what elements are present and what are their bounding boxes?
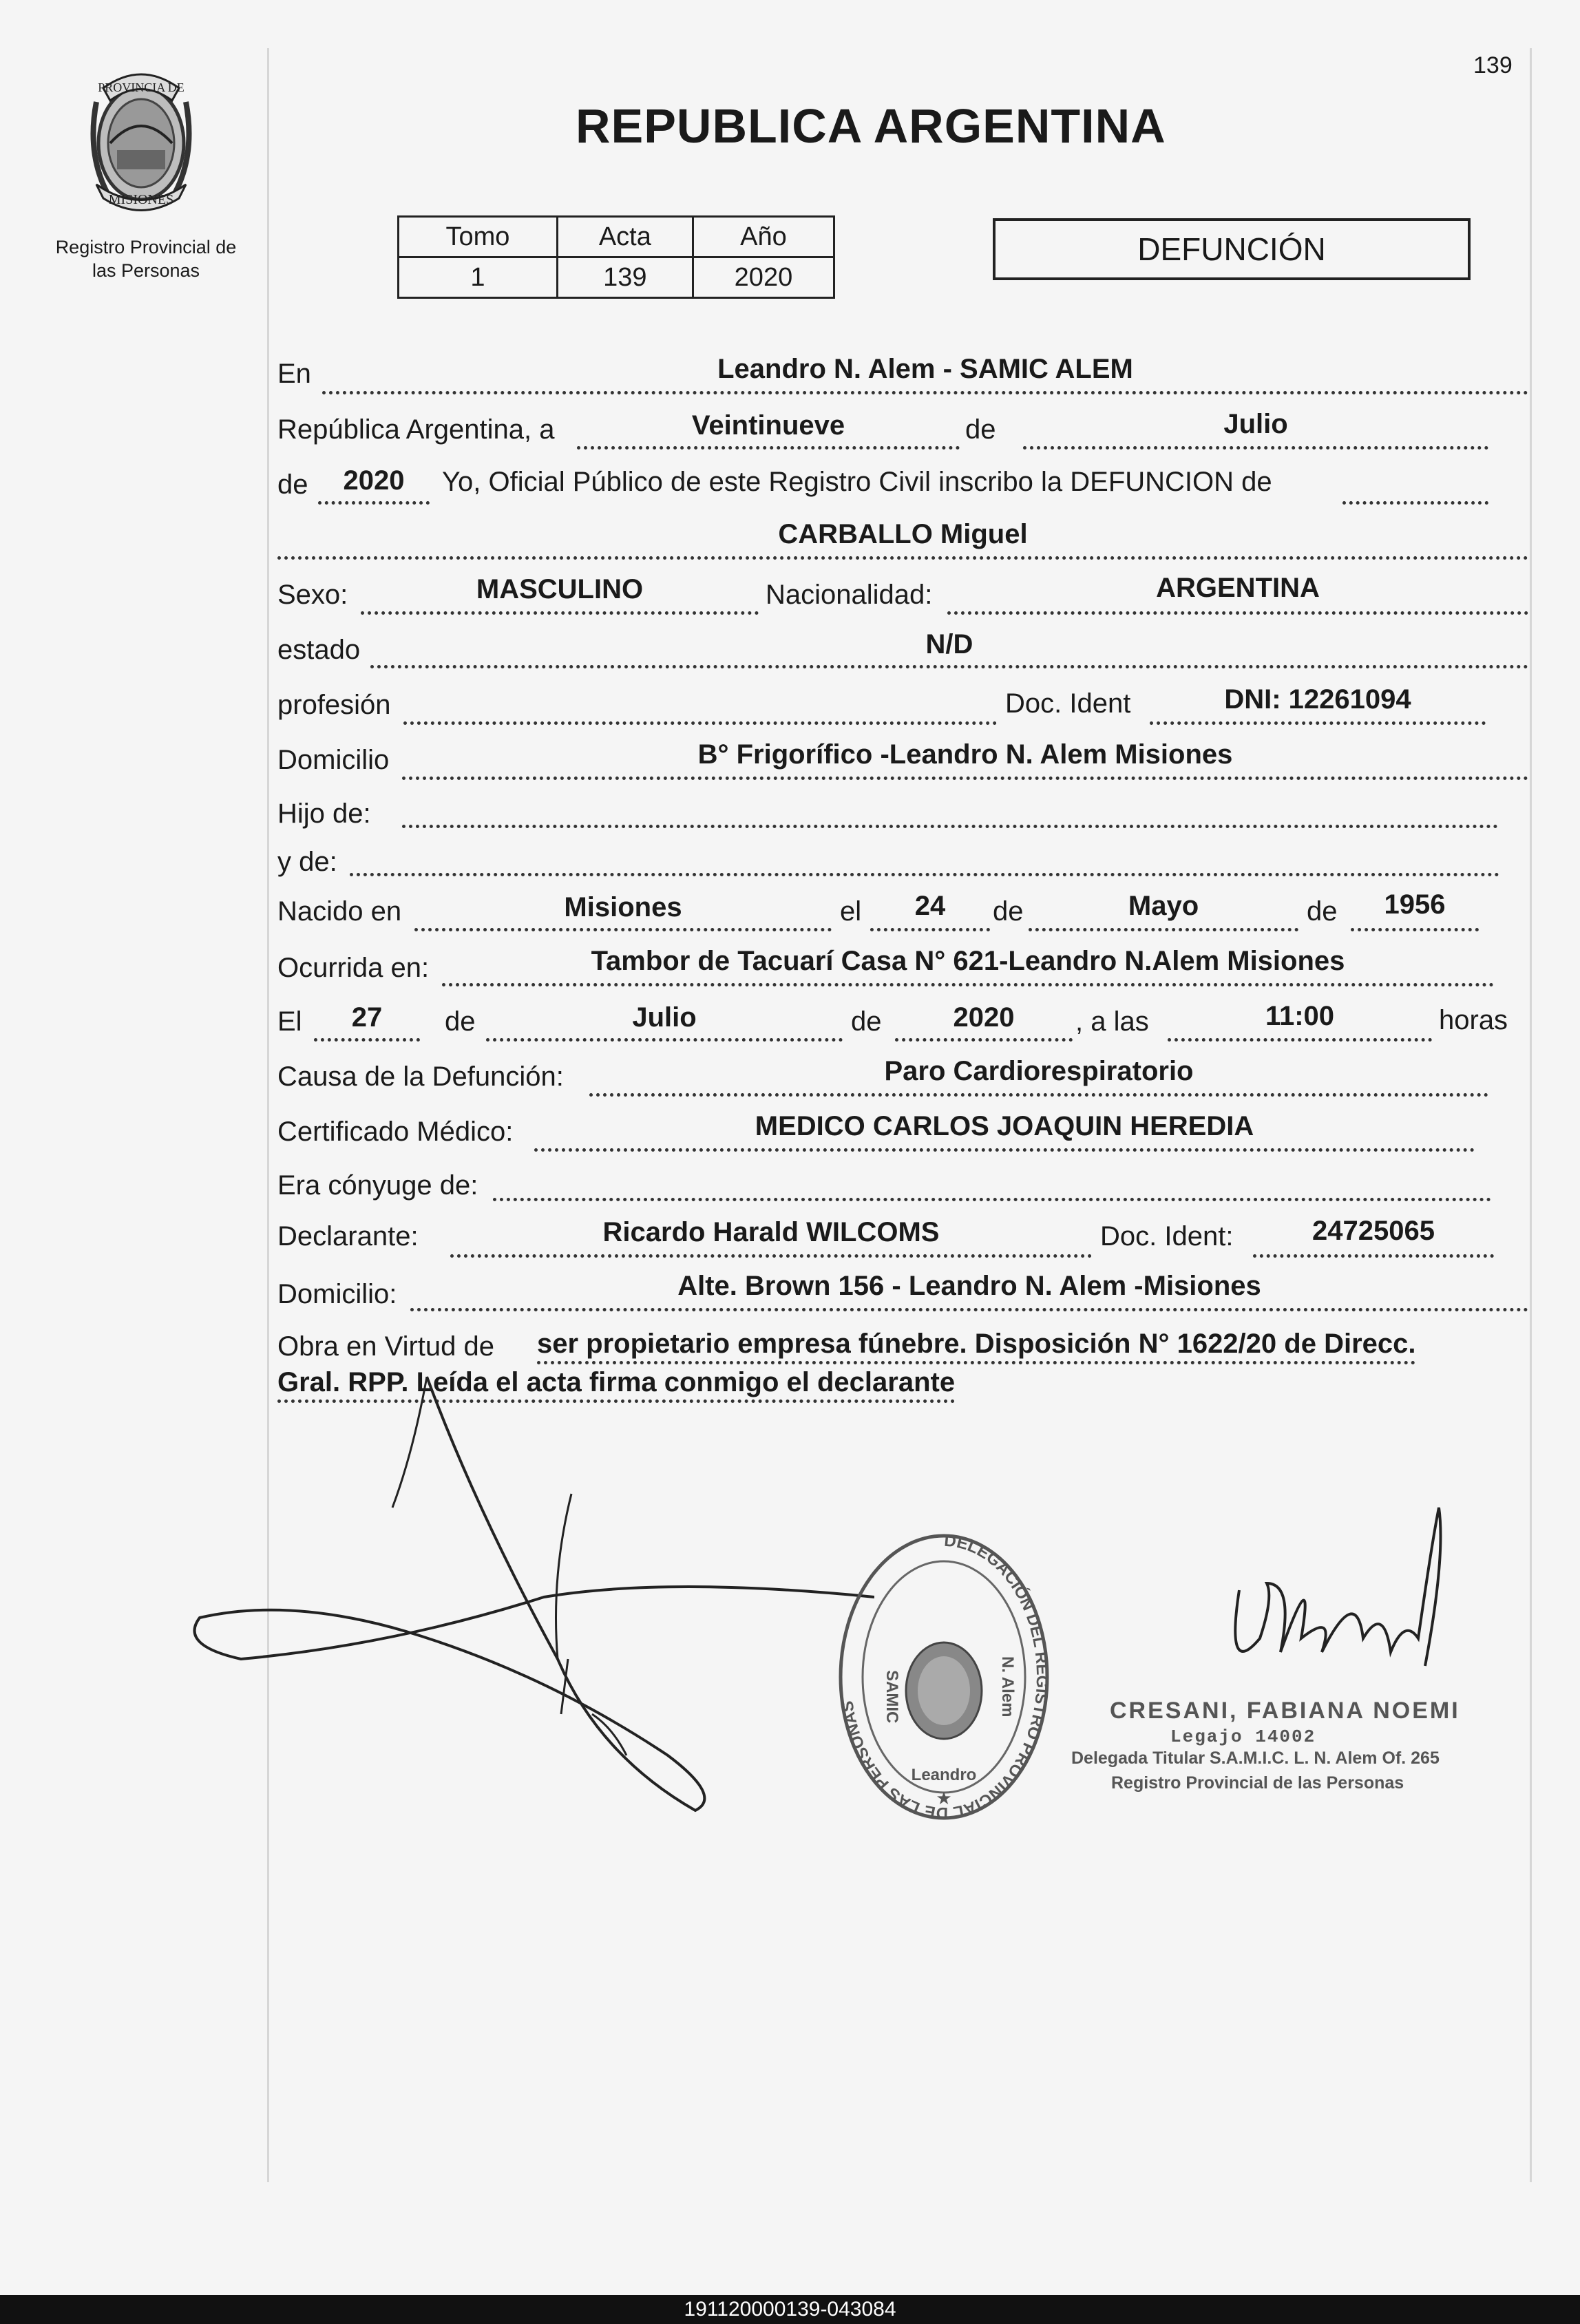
official-name: CRESANI, FABIANA NOEMI xyxy=(1110,1698,1460,1724)
field-obra-line-2: Gral. RPP. Leída el acta firma conmigo el declarante xyxy=(277,1367,955,1403)
field-hora: 11:00 xyxy=(1265,1001,1335,1031)
label-causa: Causa de la Defunción: xyxy=(277,1061,564,1092)
emblem-text-top: PROVINCIA DE xyxy=(98,81,185,94)
field-nacido-en: Misiones xyxy=(564,892,682,922)
official-signature xyxy=(1219,1501,1466,1707)
anio-header: Año xyxy=(693,217,834,257)
label-obra: Obra en Virtud de xyxy=(277,1331,495,1362)
dotted-line xyxy=(870,928,990,931)
anio-value: 2020 xyxy=(693,257,834,298)
document-title: REPUBLICA ARGENTINA xyxy=(576,99,1166,153)
stamp-inner-right: N. Alem xyxy=(998,1656,1017,1718)
label-horas: horas xyxy=(1439,1005,1508,1035)
label-domicilio: Domicilio xyxy=(277,745,390,775)
label-declarante: Declarante: xyxy=(277,1221,419,1251)
stamp-ring-text: DELEGACIÓN DEL REGISTRO PROVINCIAL DE LAS PERSONAS xyxy=(838,1531,1052,1823)
official-registry: Registro Provincial de las Personas xyxy=(1111,1773,1404,1793)
acta-value: 139 xyxy=(557,257,693,298)
label-domicilio-2: Domicilio: xyxy=(277,1279,397,1309)
dotted-line xyxy=(1253,1254,1494,1258)
dotted-line xyxy=(402,777,1528,780)
official-role: Delegada Titular S.A.M.I.C. L. N. Alem Of. 265 xyxy=(1071,1749,1440,1768)
margin-line-right xyxy=(1530,48,1532,2182)
label-estado: estado xyxy=(277,635,361,665)
field-def-dia: 27 xyxy=(351,1002,383,1033)
field-documento: DNI: 12261094 xyxy=(1224,684,1411,715)
emblem-text-bottom: MISIONES xyxy=(108,192,174,207)
field-obra-line-1: ser propietario empresa fúnebre. Disposición N° 1622/20 de Direcc. xyxy=(537,1329,1415,1364)
dotted-line xyxy=(1029,928,1298,931)
dotted-line xyxy=(314,1038,420,1042)
acta-header: Acta xyxy=(557,217,693,257)
record-type-box: DEFUNCIÓN xyxy=(993,218,1471,280)
field-nac-anio: 1956 xyxy=(1384,889,1446,920)
label-sexo: Sexo: xyxy=(277,580,348,610)
field-nombre: CARBALLO Miguel xyxy=(778,519,1028,549)
dotted-line xyxy=(402,825,1498,828)
official-legajo: Legajo 14002 xyxy=(1170,1726,1316,1747)
label-yo-text: Yo, Oficial Público de este Registro Civil inscribo la DEFUNCION de xyxy=(442,467,1272,497)
label-de: de xyxy=(1307,896,1338,927)
dotted-line xyxy=(410,1308,1528,1311)
dotted-line xyxy=(370,665,1528,668)
dotted-line xyxy=(403,721,997,725)
field-ocurrida-en: Tambor de Tacuarí Casa N° 621-Leandro N.Alem Misiones xyxy=(591,946,1345,976)
registry-line-2: las Personas xyxy=(92,260,200,281)
field-declarante-doc: 24725065 xyxy=(1312,1216,1435,1246)
dotted-line xyxy=(414,928,832,931)
field-nac-mes: Mayo xyxy=(1128,891,1199,921)
dotted-line xyxy=(442,983,1494,986)
field-declarante: Ricardo Harald WILCOMS xyxy=(602,1217,940,1247)
label-doc-ident-2: Doc. Ident: xyxy=(1100,1221,1234,1251)
field-nacionalidad: ARGENTINA xyxy=(1156,573,1320,603)
label-nacionalidad: Nacionalidad: xyxy=(766,580,933,610)
field-dia-letras: Veintinueve xyxy=(691,410,845,441)
dotted-line xyxy=(589,1093,1488,1097)
label-de: de xyxy=(277,469,308,500)
label-republica: República Argentina, a xyxy=(277,414,555,445)
field-anio: 2020 xyxy=(343,465,405,496)
footer-code: 191120000139-043084 xyxy=(0,2295,1580,2324)
field-sexo: MASCULINO xyxy=(476,574,644,604)
label-nacido-en: Nacido en xyxy=(277,896,402,927)
label-de: de xyxy=(445,1006,476,1037)
dotted-line xyxy=(534,1148,1475,1152)
field-domicilio: B° Frigorífico -Leandro N. Alem Misiones xyxy=(697,739,1233,770)
dotted-line xyxy=(318,501,430,505)
dotted-line xyxy=(1023,446,1488,450)
official-stamp xyxy=(830,1525,1057,1828)
label-doc-ident: Doc. Ident xyxy=(1005,688,1131,719)
dotted-line xyxy=(577,446,960,450)
stamp-inner-bottom: Leandro xyxy=(911,1766,977,1784)
label-en: En xyxy=(277,359,311,389)
dotted-line xyxy=(486,1038,843,1042)
dotted-line xyxy=(895,1038,1073,1042)
label-ocurrida-en: Ocurrida en: xyxy=(277,953,430,983)
label-conyuge: Era cónyuge de: xyxy=(277,1170,478,1201)
label-de: de xyxy=(965,414,996,445)
page-number: 139 xyxy=(1473,52,1513,78)
field-mes: Julio xyxy=(1223,409,1288,439)
field-estado: N/D xyxy=(925,629,973,659)
label-profesion: profesión xyxy=(277,690,391,720)
tomo-value: 1 xyxy=(399,257,558,298)
dotted-line xyxy=(1342,501,1488,505)
dotted-line xyxy=(1168,1038,1432,1042)
label-de: de xyxy=(851,1006,882,1037)
label-hijo-de: Hijo de: xyxy=(277,799,371,829)
registry-label xyxy=(36,235,256,282)
registry-line-1: Registro Provincial de xyxy=(55,237,237,257)
label-certificado: Certificado Médico: xyxy=(277,1117,514,1147)
field-def-anio: 2020 xyxy=(953,1002,1015,1033)
record-table xyxy=(397,215,835,299)
stamp-star-icon: ★ xyxy=(936,1788,952,1808)
stamp-inner-left: SAMIC xyxy=(883,1670,901,1724)
dotted-line xyxy=(277,556,1528,560)
dotted-line xyxy=(493,1198,1491,1201)
dotted-line xyxy=(350,873,1499,876)
dotted-line xyxy=(947,611,1528,615)
field-lugar: Leandro N. Alem - SAMIC ALEM xyxy=(717,354,1133,384)
stamp-emblem xyxy=(906,1642,982,1739)
field-declarante-domicilio: Alte. Brown 156 - Leandro N. Alem -Misiones xyxy=(677,1271,1261,1301)
label-el-cap: El xyxy=(277,1006,302,1037)
field-certificado: MEDICO CARLOS JOAQUIN HEREDIA xyxy=(755,1111,1254,1141)
record-table-value-row xyxy=(399,257,834,298)
declarant-signature xyxy=(186,1370,874,1893)
province-emblem xyxy=(69,61,213,222)
dotted-line xyxy=(322,391,1528,394)
dotted-line xyxy=(1150,721,1486,725)
tomo-header: Tomo xyxy=(399,217,558,257)
field-causa: Paro Cardiorespiratorio xyxy=(884,1056,1194,1086)
label-a-las: , a las xyxy=(1075,1006,1149,1037)
label-de: de xyxy=(993,896,1024,927)
dotted-line xyxy=(1351,928,1479,931)
label-el: el xyxy=(840,896,862,927)
label-y-de: y de: xyxy=(277,847,337,877)
dotted-line xyxy=(361,611,759,615)
dotted-line xyxy=(450,1254,1092,1258)
record-table-header-row xyxy=(399,217,834,257)
field-nac-dia: 24 xyxy=(914,891,946,921)
field-def-mes: Julio xyxy=(632,1002,697,1033)
